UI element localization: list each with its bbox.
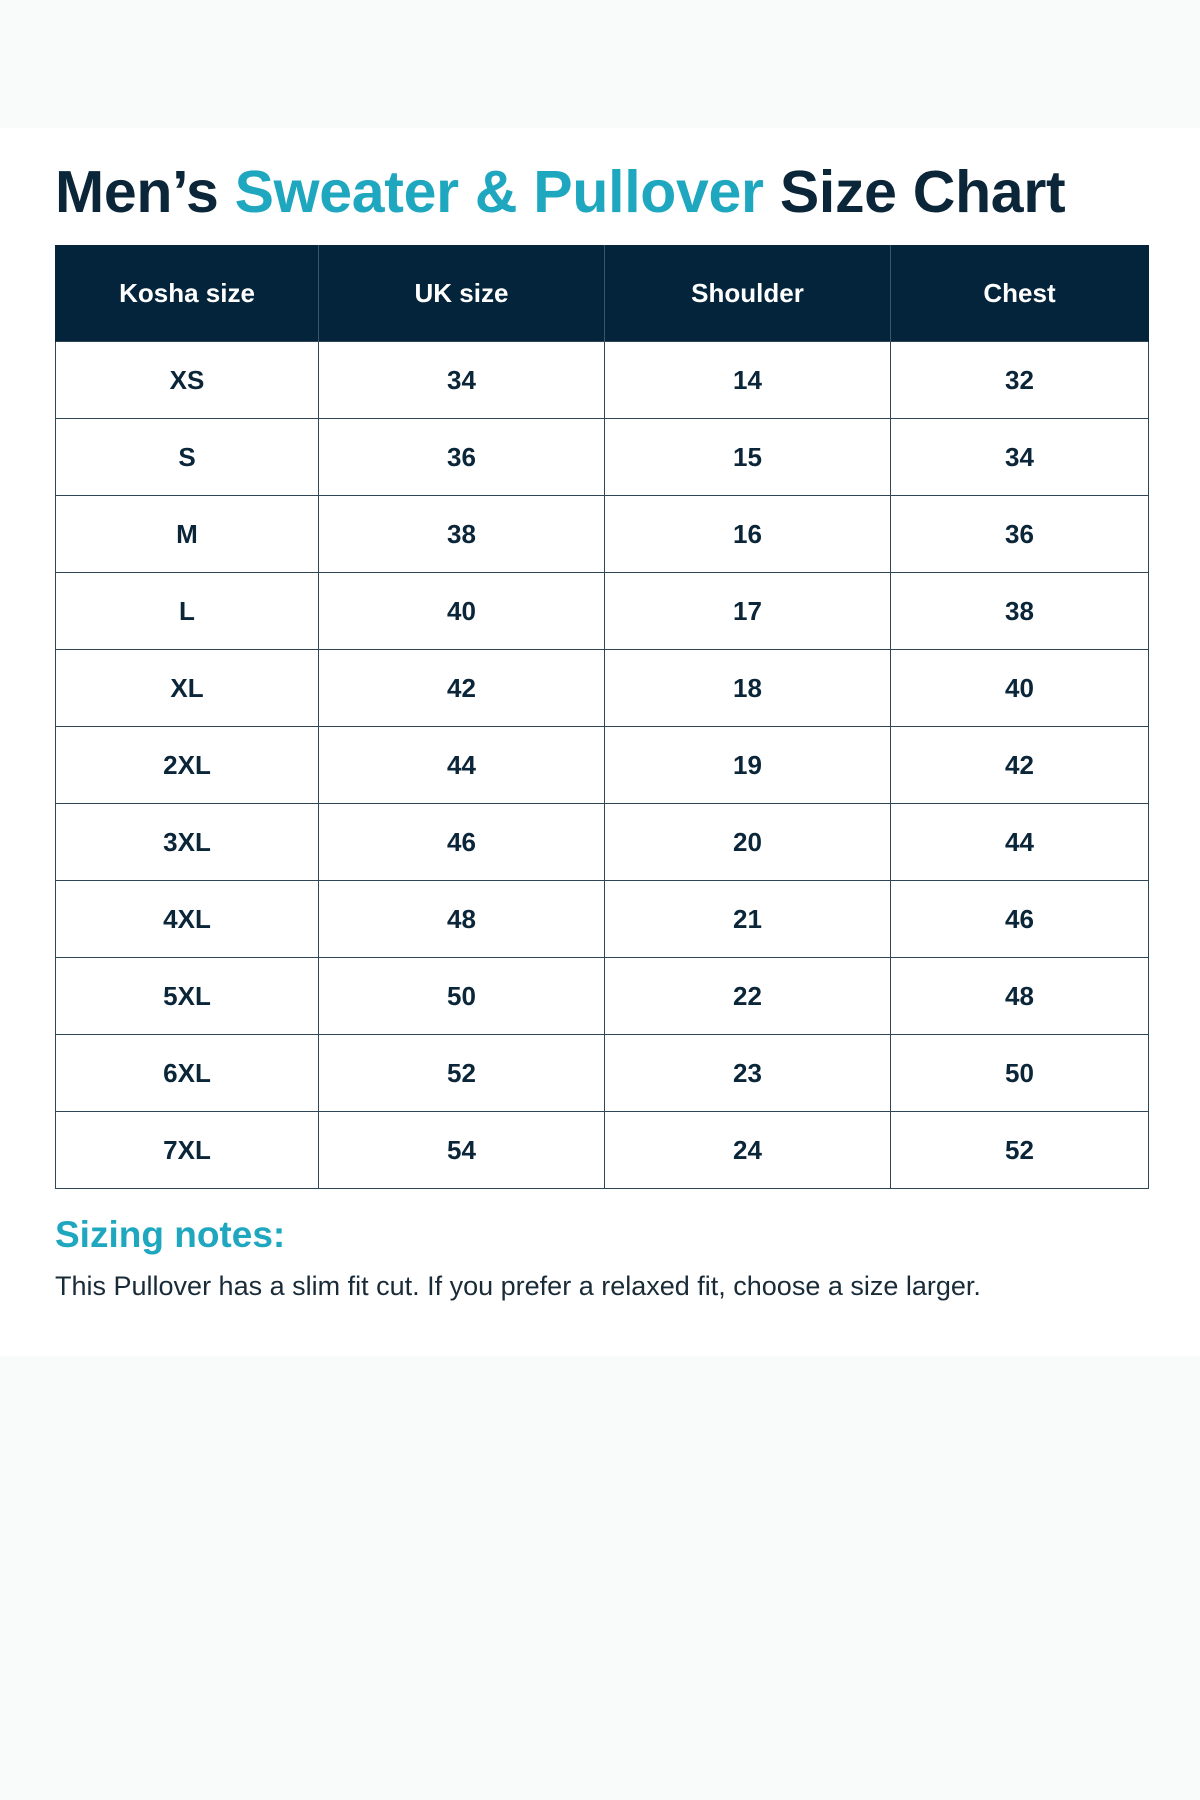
- cell-uk-size: 42: [319, 650, 605, 727]
- table-row: [56, 1112, 1149, 1189]
- cell-uk-size: 34: [319, 342, 605, 419]
- cell-chest: 42: [891, 727, 1149, 804]
- cell-uk-size: 44: [319, 727, 605, 804]
- table-row: [56, 419, 1149, 496]
- header-row: [56, 245, 1149, 342]
- cell-kosha-size: 4XL: [56, 881, 319, 958]
- cell-chest: 46: [891, 881, 1149, 958]
- cell-uk-size: 36: [319, 419, 605, 496]
- cell-chest: 48: [891, 958, 1149, 1035]
- cell-kosha-size: 7XL: [56, 1112, 319, 1189]
- size-chart-table: [55, 245, 1149, 1189]
- sizing-notes-text: This Pullover has a slim fit cut. If you prefer a relaxed fit, choose a size larger.: [55, 1271, 981, 1301]
- table-row: [56, 958, 1149, 1035]
- table-row: [56, 650, 1149, 727]
- cell-kosha-size: M: [56, 496, 319, 573]
- cell-uk-size: 48: [319, 881, 605, 958]
- cell-shoulder: 21: [605, 881, 891, 958]
- column-header-shoulder: Shoulder: [605, 245, 891, 342]
- size-chart-body: [56, 342, 1149, 1189]
- table-row: [56, 881, 1149, 958]
- cell-shoulder: 19: [605, 727, 891, 804]
- table-row: [56, 1035, 1149, 1112]
- cell-chest: 32: [891, 342, 1149, 419]
- cell-shoulder: 23: [605, 1035, 891, 1112]
- table-row: [56, 727, 1149, 804]
- cell-uk-size: 46: [319, 804, 605, 881]
- column-header-kosha-size: Kosha size: [56, 245, 319, 342]
- table-row: [56, 496, 1149, 573]
- cell-chest: 52: [891, 1112, 1149, 1189]
- cell-kosha-size: 6XL: [56, 1035, 319, 1112]
- cell-chest: 38: [891, 573, 1149, 650]
- cell-chest: 40: [891, 650, 1149, 727]
- cell-chest: 36: [891, 496, 1149, 573]
- column-header-uk-size: UK size: [319, 245, 605, 342]
- table-row: [56, 573, 1149, 650]
- cell-uk-size: 54: [319, 1112, 605, 1189]
- cell-kosha-size: L: [56, 573, 319, 650]
- page-title: [55, 150, 1065, 234]
- cell-chest: 34: [891, 419, 1149, 496]
- cell-uk-size: 38: [319, 496, 605, 573]
- cell-kosha-size: XL: [56, 650, 319, 727]
- size-chart-header: [56, 245, 1149, 342]
- cell-uk-size: 40: [319, 573, 605, 650]
- cell-kosha-size: XS: [56, 342, 319, 419]
- cell-shoulder: 24: [605, 1112, 891, 1189]
- cell-uk-size: 52: [319, 1035, 605, 1112]
- sizing-notes-heading: Sizing notes:: [55, 1214, 286, 1255]
- column-header-chest: Chest: [891, 245, 1149, 342]
- cell-shoulder: 17: [605, 573, 891, 650]
- cell-shoulder: 14: [605, 342, 891, 419]
- table-row: [56, 342, 1149, 419]
- title-part-2: Sweater & Pullover: [234, 159, 764, 225]
- cell-shoulder: 20: [605, 804, 891, 881]
- cell-shoulder: 15: [605, 419, 891, 496]
- table-row: [56, 804, 1149, 881]
- cell-shoulder: 18: [605, 650, 891, 727]
- cell-kosha-size: 5XL: [56, 958, 319, 1035]
- cell-chest: 44: [891, 804, 1149, 881]
- title-part-1: Men’s: [55, 159, 219, 225]
- cell-chest: 50: [891, 1035, 1149, 1112]
- cell-kosha-size: 3XL: [56, 804, 319, 881]
- cell-shoulder: 16: [605, 496, 891, 573]
- cell-shoulder: 22: [605, 958, 891, 1035]
- cell-uk-size: 50: [319, 958, 605, 1035]
- title-part-3: Size Chart: [779, 159, 1066, 225]
- cell-kosha-size: 2XL: [56, 727, 319, 804]
- cell-kosha-size: S: [56, 419, 319, 496]
